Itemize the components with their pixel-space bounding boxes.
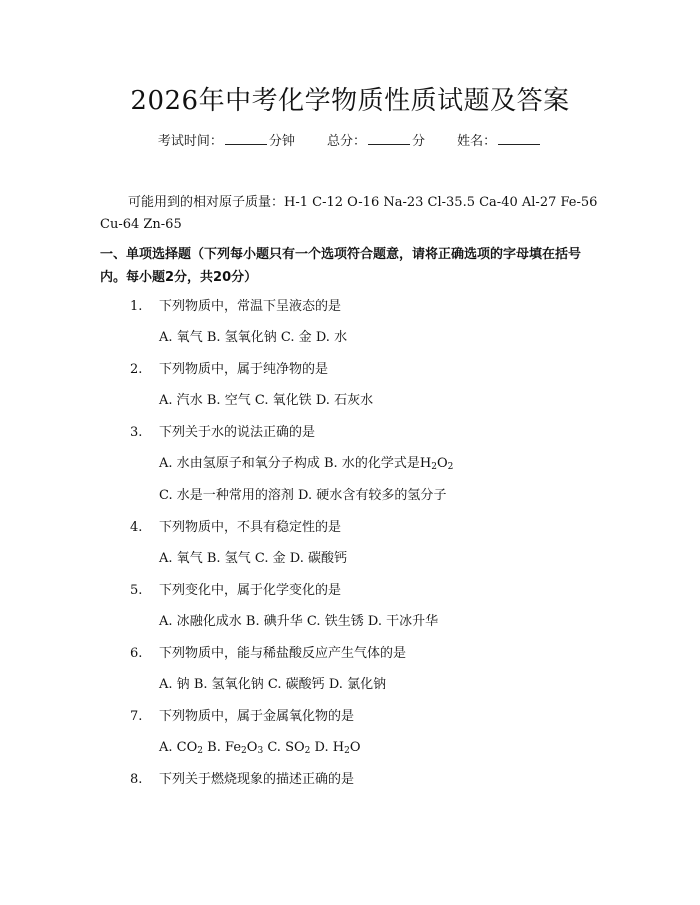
- question-stem: 下列物质中，常温下呈液态的是: [159, 299, 342, 314]
- student-name: [457, 131, 542, 152]
- total-score-blank[interactable]: [368, 131, 410, 145]
- question-options: C. 水是一种常用的溶剂 D. 硬水含有较多的氢分子: [159, 488, 447, 503]
- question-stem: 下列物质中，属于金属氧化物的是: [159, 709, 355, 724]
- student-name-label: 姓名：: [457, 134, 497, 149]
- exam-time-label: 考试时间：: [157, 134, 223, 149]
- question-options: A. 冰融化成水 B. 碘升华 C. 铁生锈 D. 干冰升华: [159, 614, 439, 629]
- total-score-label: 总分：: [326, 134, 366, 149]
- question-number: 5.: [130, 583, 143, 598]
- question-stem: 下列变化中，属于化学变化的是: [159, 583, 342, 598]
- question-number: 1.: [130, 299, 143, 314]
- question-number: 8.: [130, 772, 143, 787]
- question-stem: 下列物质中，属于纯净物的是: [159, 362, 329, 377]
- question-options: A. 氧气 B. 氢气 C. 金 D. 碳酸钙: [159, 551, 348, 566]
- question-options: A. 汽水 B. 空气 C. 氧化铁 D. 石灰水: [159, 393, 374, 408]
- exam-meta: [0, 131, 700, 152]
- question-number: 6.: [130, 646, 143, 661]
- question-stem: 下列关于燃烧现象的描述正确的是: [159, 772, 355, 787]
- question-stem: 下列物质中，不具有稳定性的是: [159, 520, 342, 535]
- question-stem: 下列物质中，能与稀盐酸反应产生气体的是: [159, 646, 407, 661]
- question-options: A. 氧气 B. 氢氧化钠 C. 金 D. 水: [159, 330, 348, 345]
- student-name-blank[interactable]: [498, 131, 540, 145]
- question-number: 3.: [130, 425, 143, 440]
- question-options: A. 水由氢原子和氧分子构成 B. 水的化学式是$H_2O_2$: [159, 456, 454, 472]
- exam-time: [158, 131, 295, 152]
- question-number: 4.: [130, 520, 143, 535]
- exam-time-blank[interactable]: [225, 131, 267, 145]
- question-options: A. $CO_2$ B. $Fe_2O_3$ C. $SO_2$ D. $H_2O$: [159, 740, 361, 756]
- page-title: 2026年中考化学物质性质试题及答案: [130, 86, 570, 116]
- question-number: 2.: [130, 362, 143, 377]
- question-number: 7.: [130, 709, 143, 724]
- question-stem: 下列关于水的说法正确的是: [159, 425, 316, 440]
- total-score-unit: 分: [412, 134, 426, 149]
- section-heading: 一、单项选择题（下列每小题只有一个选项符合题意，请将正确选项的字母填在括号内。每小题2分，共20分）: [100, 247, 582, 285]
- total-score: [327, 131, 425, 152]
- exam-time-unit: 分钟: [268, 134, 295, 149]
- question-options: A. 钠 B. 氢氧化钠 C. 碳酸钙 D. 氯化钠: [159, 677, 387, 692]
- atomic-mass-note: 可能用到的相对原子质量：H-1 C-12 O-16 Na-23 Cl-35.5 Ca-40 Al-27 Fe-56 Cu-64 Zn-65: [100, 195, 598, 232]
